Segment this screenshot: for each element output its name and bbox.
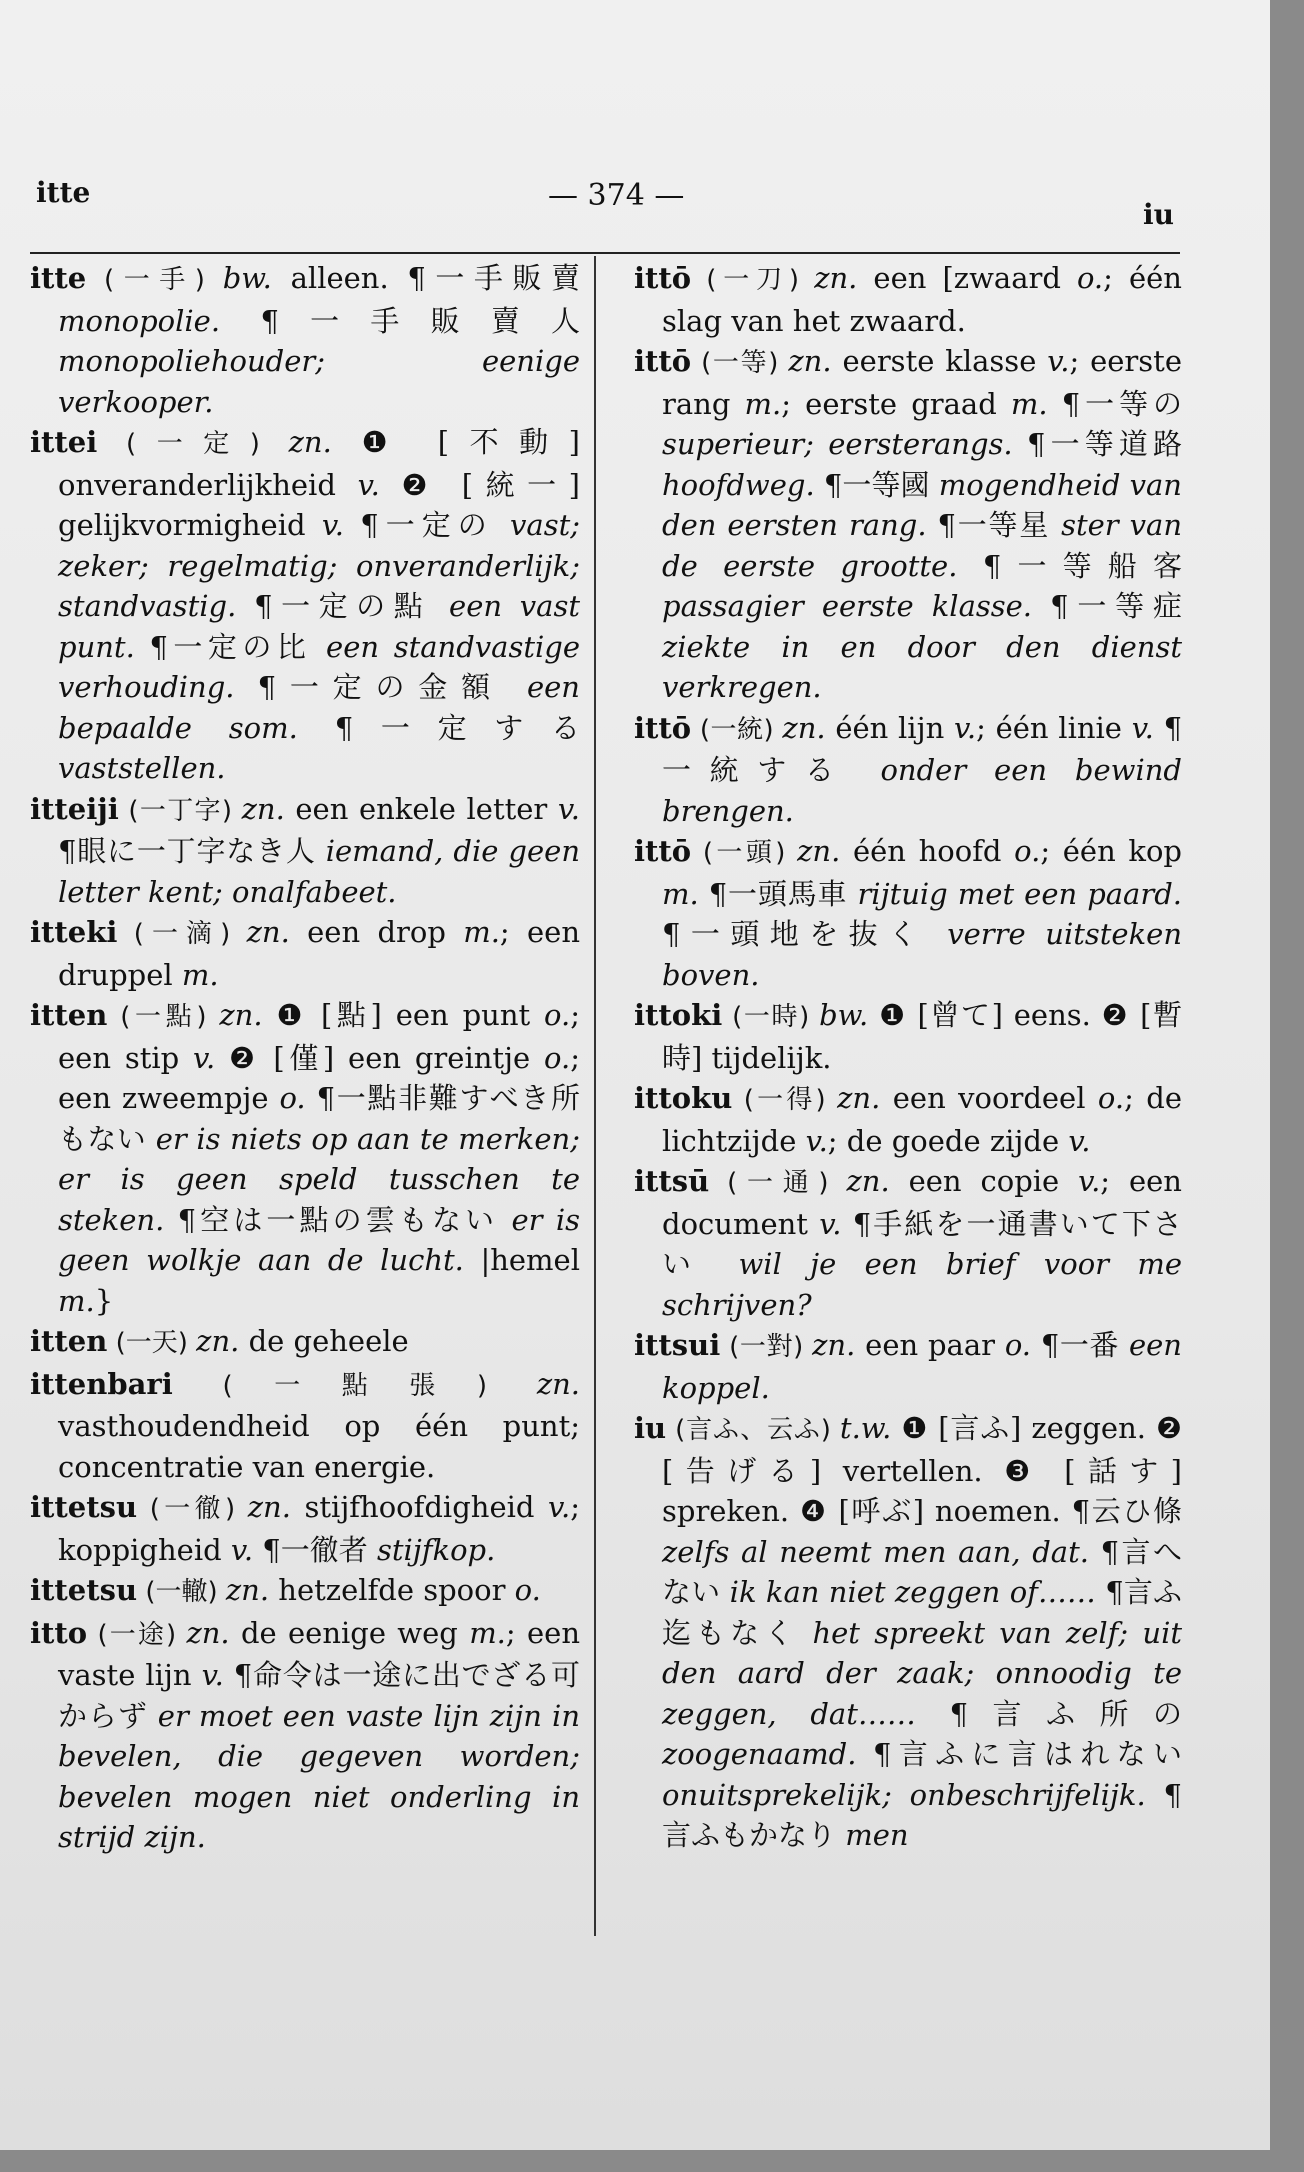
- translation-text: o.: [544, 998, 571, 1032]
- entry-text: een paar: [855, 1328, 1005, 1362]
- entry-text: ¶言ふ迄もなく: [662, 1575, 1183, 1650]
- headword: ittenbari: [30, 1366, 173, 1401]
- entry-text: ¶一徹者: [253, 1532, 377, 1567]
- entry-text: ; een stip: [58, 998, 580, 1075]
- translation-text: zn.: [782, 710, 826, 745]
- entry-text: ¶一頭馬車: [698, 876, 858, 911]
- entry-text: een voordeel: [880, 1081, 1098, 1115]
- kanji-form: (一點): [107, 1002, 220, 1032]
- translation-text: verre uitsteken boven.: [662, 917, 1182, 992]
- translation-text: zn.: [812, 1328, 856, 1362]
- entry-text: ¶一手販賣人: [220, 303, 580, 338]
- entry-text: ¶一定する: [297, 710, 580, 745]
- headword: ittetsu: [30, 1490, 138, 1524]
- kanji-form: (一滴): [117, 919, 247, 949]
- translation-text: t.w.: [839, 1411, 892, 1445]
- entry-text: ¶空は一點の雲もない: [164, 1202, 512, 1237]
- translation-text: o.: [279, 1081, 306, 1115]
- translation-text: m.: [469, 1615, 506, 1650]
- translation-text: zn.: [788, 344, 832, 378]
- entry-text: ¶一等の: [1047, 386, 1182, 421]
- entry-text: ¶一點非難すべき所もない: [58, 1081, 580, 1156]
- entry-text: ; een document: [662, 1164, 1182, 1241]
- left-column: [30, 258, 580, 1858]
- translation-text: passagier eerste klasse.: [662, 589, 1033, 623]
- translation-text: monopoliehouder; eenige verkooper.: [58, 344, 580, 419]
- dictionary-entry: [634, 708, 1182, 832]
- entry-text: één lijn: [825, 710, 954, 745]
- translation-text: v.: [1078, 1164, 1101, 1198]
- translation-text: wil je een brief voor me schrijven?: [662, 1247, 1183, 1322]
- translation-text: v.: [953, 710, 977, 745]
- headword: ittō: [634, 344, 692, 378]
- entry-text: ; één slag van het zwaard.: [662, 261, 1182, 338]
- headword: itten: [30, 1324, 108, 1358]
- translation-text: m.: [463, 915, 500, 949]
- headword: ittoku: [634, 1081, 733, 1115]
- translation-text: v.: [193, 1040, 216, 1075]
- headword: ittō: [634, 710, 692, 745]
- entry-text: ¶一定の金額: [234, 670, 527, 704]
- dictionary-entry: [30, 258, 580, 422]
- entry-text: een enkele letter: [284, 791, 558, 826]
- kanji-form: (一對): [720, 1332, 813, 1362]
- entry-text: ❷ [僅] een greintje: [215, 1040, 545, 1075]
- translation-text: v.: [1068, 1123, 1091, 1158]
- dictionary-entry: [634, 995, 1182, 1078]
- dictionary-entry: [30, 1570, 580, 1613]
- entry-text: ❶ [言ふ] zeggen. ❷ [告げる] vertellen. ❸ [話す] spreken. ❹ [呼ぶ] noemen. ¶云ひ條: [662, 1411, 1182, 1528]
- dictionary-entry: [30, 912, 580, 995]
- entry-text: ¶一等船客: [957, 548, 1182, 583]
- dictionary-entry: [30, 1613, 580, 1858]
- translation-text: een bepaalde som.: [58, 670, 580, 745]
- translation-text: rijtuig met een paard.: [857, 876, 1182, 911]
- headword: iu: [634, 1411, 667, 1445]
- translation-text: zn.: [246, 915, 290, 949]
- translation-text: zn.: [814, 261, 858, 295]
- translation-text: het spreekt van zelf; uit den aard der zaak; onnoodig te zeggen, dat……: [662, 1615, 1183, 1731]
- translation-text: zn.: [196, 1324, 240, 1358]
- translation-text: vaststellen.: [58, 751, 226, 785]
- translation-text: er moet een vaste lijn zijn in bevelen, die gegeven worden; bevelen mogen niet onderling in strijd zijn.: [58, 1698, 580, 1854]
- entry-text: ¶一番: [1031, 1328, 1129, 1362]
- translation-text: v.: [201, 1658, 224, 1692]
- entry-text: ; de goede zijde: [827, 1123, 1069, 1158]
- translation-text: bw.: [222, 261, 272, 295]
- dictionary-entry: [30, 1364, 580, 1488]
- translation-text: monopolie.: [58, 303, 221, 338]
- entry-text: ❷ [統一] gelijkvormigheid: [58, 467, 580, 542]
- entry-text: ; één linie: [976, 710, 1132, 745]
- column-divider: [594, 256, 596, 1936]
- dictionary-entry: [30, 1321, 580, 1364]
- entry-text: ❶ [點] een punt: [262, 998, 545, 1032]
- entry-text: ❶ [曾て] eens. ❷ [暫時] tijdelijk.: [662, 998, 1182, 1075]
- dictionary-entry: [634, 1325, 1182, 1408]
- headword: ittsū: [634, 1164, 710, 1198]
- translation-text: m.: [181, 957, 219, 992]
- headword: ittō: [634, 834, 692, 868]
- kanji-form: (一時): [722, 1002, 820, 1032]
- entry-text: de geheele: [239, 1324, 409, 1358]
- translation-text: superieur; eersterangs.: [662, 427, 1013, 461]
- translation-text: iemand, die geen letter kent; onalfabeet.: [58, 834, 580, 909]
- translation-text: ik kan niet zeggen of……: [729, 1575, 1096, 1609]
- translation-text: zn.: [536, 1366, 580, 1401]
- translation-text: v.: [1131, 710, 1154, 745]
- kanji-form: (一途): [87, 1619, 187, 1650]
- dictionary-entry: [634, 831, 1182, 995]
- translation-text: er is geen wolkje aan de lucht.: [58, 1202, 581, 1277]
- dictionary-entry: [634, 1408, 1182, 1856]
- kanji-form: (一統): [691, 714, 783, 745]
- translation-text: men: [845, 1818, 909, 1852]
- entry-text: ¶言へない: [662, 1534, 1183, 1609]
- entry-text: de eenige weg: [229, 1615, 470, 1650]
- entry-text: ¶言ふに言はれない: [856, 1737, 1182, 1771]
- translation-text: zn.: [797, 834, 841, 868]
- entry-text: één hoofd: [840, 834, 1015, 868]
- translation-text: v.: [805, 1123, 828, 1158]
- headword: ittō: [634, 261, 692, 295]
- entry-text: ¶手紙を一通書いて下さい: [662, 1206, 1183, 1281]
- dictionary-entry: [634, 1161, 1182, 1325]
- entry-text: ; een zweempje: [58, 1040, 580, 1115]
- translation-text: zn.: [837, 1081, 881, 1115]
- entry-text: ¶一等星: [926, 508, 1062, 542]
- translation-text: onuitsprekelijk; onbeschrijfelijk.: [662, 1777, 1146, 1812]
- entry-text: ¶一定の: [343, 508, 511, 542]
- translation-text: bw.: [819, 998, 869, 1032]
- entry-text: ; eerste graad: [781, 386, 1011, 421]
- translation-text: zn.: [219, 998, 263, 1032]
- entry-text: }: [94, 1283, 114, 1318]
- entry-text: ¶言ふもかなり: [662, 1777, 1182, 1852]
- dictionary-entry: [634, 341, 1182, 708]
- entry-text: ; een druppel: [58, 915, 580, 992]
- entry-text: ; één kop: [1040, 834, 1182, 868]
- headword: itteiji: [30, 791, 119, 826]
- translation-text: mogendheid van den eersten rang.: [662, 467, 1182, 542]
- entry-text: ¶言ふ所の: [915, 1696, 1183, 1731]
- headword: itte: [30, 261, 87, 295]
- translation-text: zn.: [846, 1164, 890, 1198]
- headword: itteki: [30, 915, 118, 949]
- entry-text: ¶一等國: [814, 467, 939, 502]
- translation-text: v.: [321, 508, 344, 542]
- translation-text: zn.: [241, 791, 285, 826]
- dictionary-entry: [30, 1487, 580, 1570]
- kanji-form: (一通): [709, 1168, 847, 1198]
- entry-text: hetzelfde spoor: [269, 1573, 515, 1607]
- entry-text: ¶一統する: [662, 710, 1183, 787]
- translation-text: m.: [1010, 386, 1048, 421]
- entry-text: ; een vaste lijn: [58, 1615, 580, 1692]
- translation-text: een koppel.: [662, 1328, 1182, 1405]
- translation-text: v.: [230, 1532, 254, 1567]
- entry-text: ❶ [不動] onveranderlijkheid: [58, 425, 580, 502]
- entry-text: alleen. ¶一手販賣: [271, 261, 580, 295]
- translation-text: v.: [548, 1490, 571, 1524]
- translation-text: zn.: [186, 1615, 230, 1650]
- kanji-form: (一頭): [691, 838, 798, 868]
- entry-text: ¶一定の比: [134, 629, 327, 664]
- entry-text: ¶命令は一途に出でざる可からず: [58, 1658, 581, 1733]
- translation-text: ster van de eerste grootte.: [662, 508, 1182, 583]
- entry-text: een drop: [289, 915, 464, 949]
- translation-text: onder een bewind brengen.: [662, 753, 1182, 828]
- kanji-form: (一天): [107, 1328, 197, 1358]
- entry-text: ; eerste rang: [662, 344, 1182, 421]
- dictionary-entry: [30, 422, 580, 789]
- translation-text: v.: [357, 467, 380, 502]
- translation-text: o.: [1076, 261, 1104, 295]
- translation-text: zelfs al neemt men aan, dat.: [662, 1534, 1089, 1569]
- right-column: [634, 258, 1182, 1856]
- translation-text: m.: [744, 386, 782, 421]
- entry-text: |hemel: [463, 1243, 580, 1277]
- headword: ittsui: [634, 1328, 721, 1362]
- entry-text: stijfhoofdigheid: [290, 1490, 549, 1524]
- kanji-form: (一等): [691, 348, 789, 378]
- kanji-form: (一手): [86, 265, 223, 295]
- translation-text: zn.: [247, 1490, 291, 1524]
- left-guide-word: itte: [36, 176, 91, 209]
- kanji-form: (一定): [97, 429, 289, 459]
- entry-text: een [zwaard: [857, 261, 1077, 295]
- entry-text: een copie: [889, 1164, 1079, 1198]
- dictionary-entry: [30, 995, 580, 1321]
- translation-text: o.: [1097, 1081, 1125, 1115]
- kanji-form: (一丁字): [118, 795, 242, 826]
- header-rule: [30, 252, 1180, 254]
- kanji-form: (一得): [732, 1085, 838, 1115]
- dictionary-entry: [634, 258, 1182, 341]
- translation-text: o.: [1014, 834, 1041, 868]
- translation-text: zn.: [225, 1573, 270, 1607]
- translation-text: er is niets op aan te merken; er is geen speld tusschen te steken.: [58, 1121, 580, 1237]
- translation-text: v.: [557, 791, 580, 826]
- translation-text: vast; zeker; regelmatig; onveranderlijk; standvastig.: [58, 508, 581, 623]
- translation-text: ziekte in en door den dienst verkregen.: [662, 629, 1182, 704]
- translation-text: hoofdweg.: [662, 467, 815, 502]
- entry-text: ¶一頭地を抜く: [662, 917, 948, 951]
- kanji-form: (言ふ、云ふ): [666, 1415, 840, 1445]
- translation-text: een standvastige verhouding.: [58, 629, 581, 704]
- translation-text: m.: [58, 1283, 95, 1318]
- entry-text: vasthoudendheid op één punt; concentratie van energie.: [58, 1409, 580, 1484]
- headword: itten: [30, 998, 108, 1032]
- translation-text: m.: [662, 876, 699, 911]
- dictionary-entry: [634, 1078, 1182, 1161]
- entry-text: ¶一等症: [1032, 589, 1182, 623]
- entry-text: ¶一定の點: [236, 589, 450, 623]
- headword: ittetsu: [30, 1573, 138, 1607]
- translation-text: v.: [819, 1206, 842, 1241]
- kanji-form: (一刀): [691, 265, 815, 295]
- kanji-form: (一徹): [137, 1494, 248, 1524]
- kanji-form: (一轍): [137, 1577, 226, 1607]
- entry-text: ¶一等道路: [1012, 427, 1182, 461]
- entry-text: ; de lichtzijde: [662, 1081, 1182, 1158]
- translation-text: v.: [1047, 344, 1070, 378]
- translation-text: stijfkop.: [376, 1532, 496, 1567]
- dictionary-entry: [30, 789, 580, 913]
- headword: itto: [30, 1615, 88, 1650]
- translation-text: o.: [1004, 1328, 1032, 1362]
- headword: ittei: [30, 425, 98, 459]
- page-number: — 374 —: [548, 178, 685, 213]
- translation-text: een vast punt.: [58, 589, 581, 664]
- entry-text: ; koppigheid: [58, 1490, 580, 1567]
- translation-text: o.: [514, 1573, 541, 1607]
- translation-text: zn.: [288, 425, 332, 459]
- translation-text: o.: [544, 1040, 571, 1075]
- translation-text: zoogenaamd.: [662, 1737, 857, 1771]
- headword: ittoki: [634, 998, 723, 1032]
- right-guide-word: iu: [1143, 198, 1174, 231]
- entry-text: eerste klasse: [831, 344, 1048, 378]
- kanji-form: (一點張): [172, 1370, 537, 1401]
- entry-text: ¶眼に一丁字なき人: [58, 834, 326, 868]
